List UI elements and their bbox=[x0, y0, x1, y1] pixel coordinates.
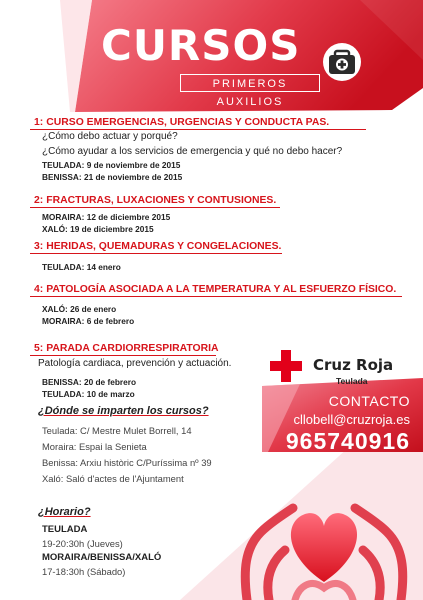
divider bbox=[30, 253, 282, 254]
course-question: ¿Cómo debo actuar y porqué? bbox=[42, 131, 178, 142]
course-number: 3: bbox=[34, 241, 44, 252]
course-date: BENISSA: 20 de febrero bbox=[42, 377, 137, 387]
venue-item: Moraira: Espai la Senieta bbox=[42, 441, 147, 452]
course-title-text: CURSO EMERGENCIAS, URGENCIAS Y CONDUCTA PAS. bbox=[46, 117, 330, 128]
contact-phone[interactable]: 965740916 bbox=[285, 428, 410, 454]
organization-name: Cruz Roja bbox=[313, 356, 394, 374]
red-cross-icon bbox=[270, 350, 302, 382]
course-number: 1: bbox=[34, 117, 44, 128]
course-number: 5: bbox=[34, 343, 44, 354]
page-title: CURSOS bbox=[101, 21, 301, 70]
page-subtitle: PRIMEROS AUXILIOS bbox=[180, 74, 320, 92]
course-date: TEULADA: 14 enero bbox=[42, 262, 121, 272]
venue-item: Benissa: Arxiu històric C/Puríssima nº 39 bbox=[42, 457, 212, 468]
course-4-title bbox=[34, 283, 396, 296]
course-date: TEULADA: 10 de marzo bbox=[42, 389, 135, 399]
course-5-title bbox=[34, 342, 218, 355]
venues-question: ¿Dónde se imparten los cursos? bbox=[38, 405, 209, 417]
course-question: Patología cardiaca, prevención y actuación. bbox=[38, 358, 232, 369]
course-1-title bbox=[34, 116, 329, 129]
course-question: ¿Cómo ayudar a los servicios de emergencia y qué no debo hacer? bbox=[42, 146, 343, 157]
first-aid-kit-icon bbox=[322, 42, 362, 82]
organization-branch: Teulada bbox=[336, 376, 368, 386]
course-number: 4: bbox=[34, 284, 44, 295]
course-title-text: PATOLOGÍA ASOCIADA A LA TEMPERATURA Y AL ESFUERZO FÍSICO. bbox=[46, 284, 397, 295]
course-date: XALÓ: 26 de enero bbox=[42, 304, 117, 314]
divider bbox=[30, 296, 402, 297]
schedule-time: 19-20:30h (Jueves) bbox=[42, 538, 123, 549]
course-number: 2: bbox=[34, 195, 44, 206]
course-3-title bbox=[34, 240, 281, 253]
course-title-text: FRACTURAS, LUXACIONES Y CONTUSIONES. bbox=[46, 195, 277, 206]
contact-email[interactable]: cllobell@cruzroja.es bbox=[293, 412, 410, 427]
course-date: MORAIRA: 12 de diciembre 2015 bbox=[42, 212, 171, 222]
course-date: MORAIRA: 6 de febrero bbox=[42, 316, 135, 326]
course-date: BENISSA: 21 de noviembre de 2015 bbox=[42, 172, 183, 182]
course-2-title bbox=[34, 194, 276, 207]
course-title-text: HERIDAS, QUEMADURAS Y CONGELACIONES. bbox=[46, 241, 282, 252]
schedule-question: ¿Horario? bbox=[38, 506, 91, 518]
course-date: TEULADA: 9 de noviembre de 2015 bbox=[42, 160, 181, 170]
course-date: XALÓ: 19 de diciembre 2015 bbox=[42, 224, 154, 234]
divider bbox=[30, 207, 280, 208]
venue-item: Xaló: Saló d'actes de l'Ajuntament bbox=[42, 473, 184, 484]
divider bbox=[30, 355, 216, 356]
schedule-time: 17-18:30h (Sábado) bbox=[42, 566, 126, 577]
schedule-place: MORAIRA/BENISSA/XALÓ bbox=[42, 552, 162, 563]
course-title-text: PARADA CARDIORRESPIRATORIA bbox=[46, 343, 219, 354]
hands-holding-heart-icon bbox=[225, 470, 423, 600]
contact-label: CONTACTO bbox=[328, 393, 410, 409]
venue-item: Teulada: C/ Mestre Mulet Borrell, 14 bbox=[42, 425, 192, 436]
schedule-place: TEULADA bbox=[42, 524, 88, 535]
